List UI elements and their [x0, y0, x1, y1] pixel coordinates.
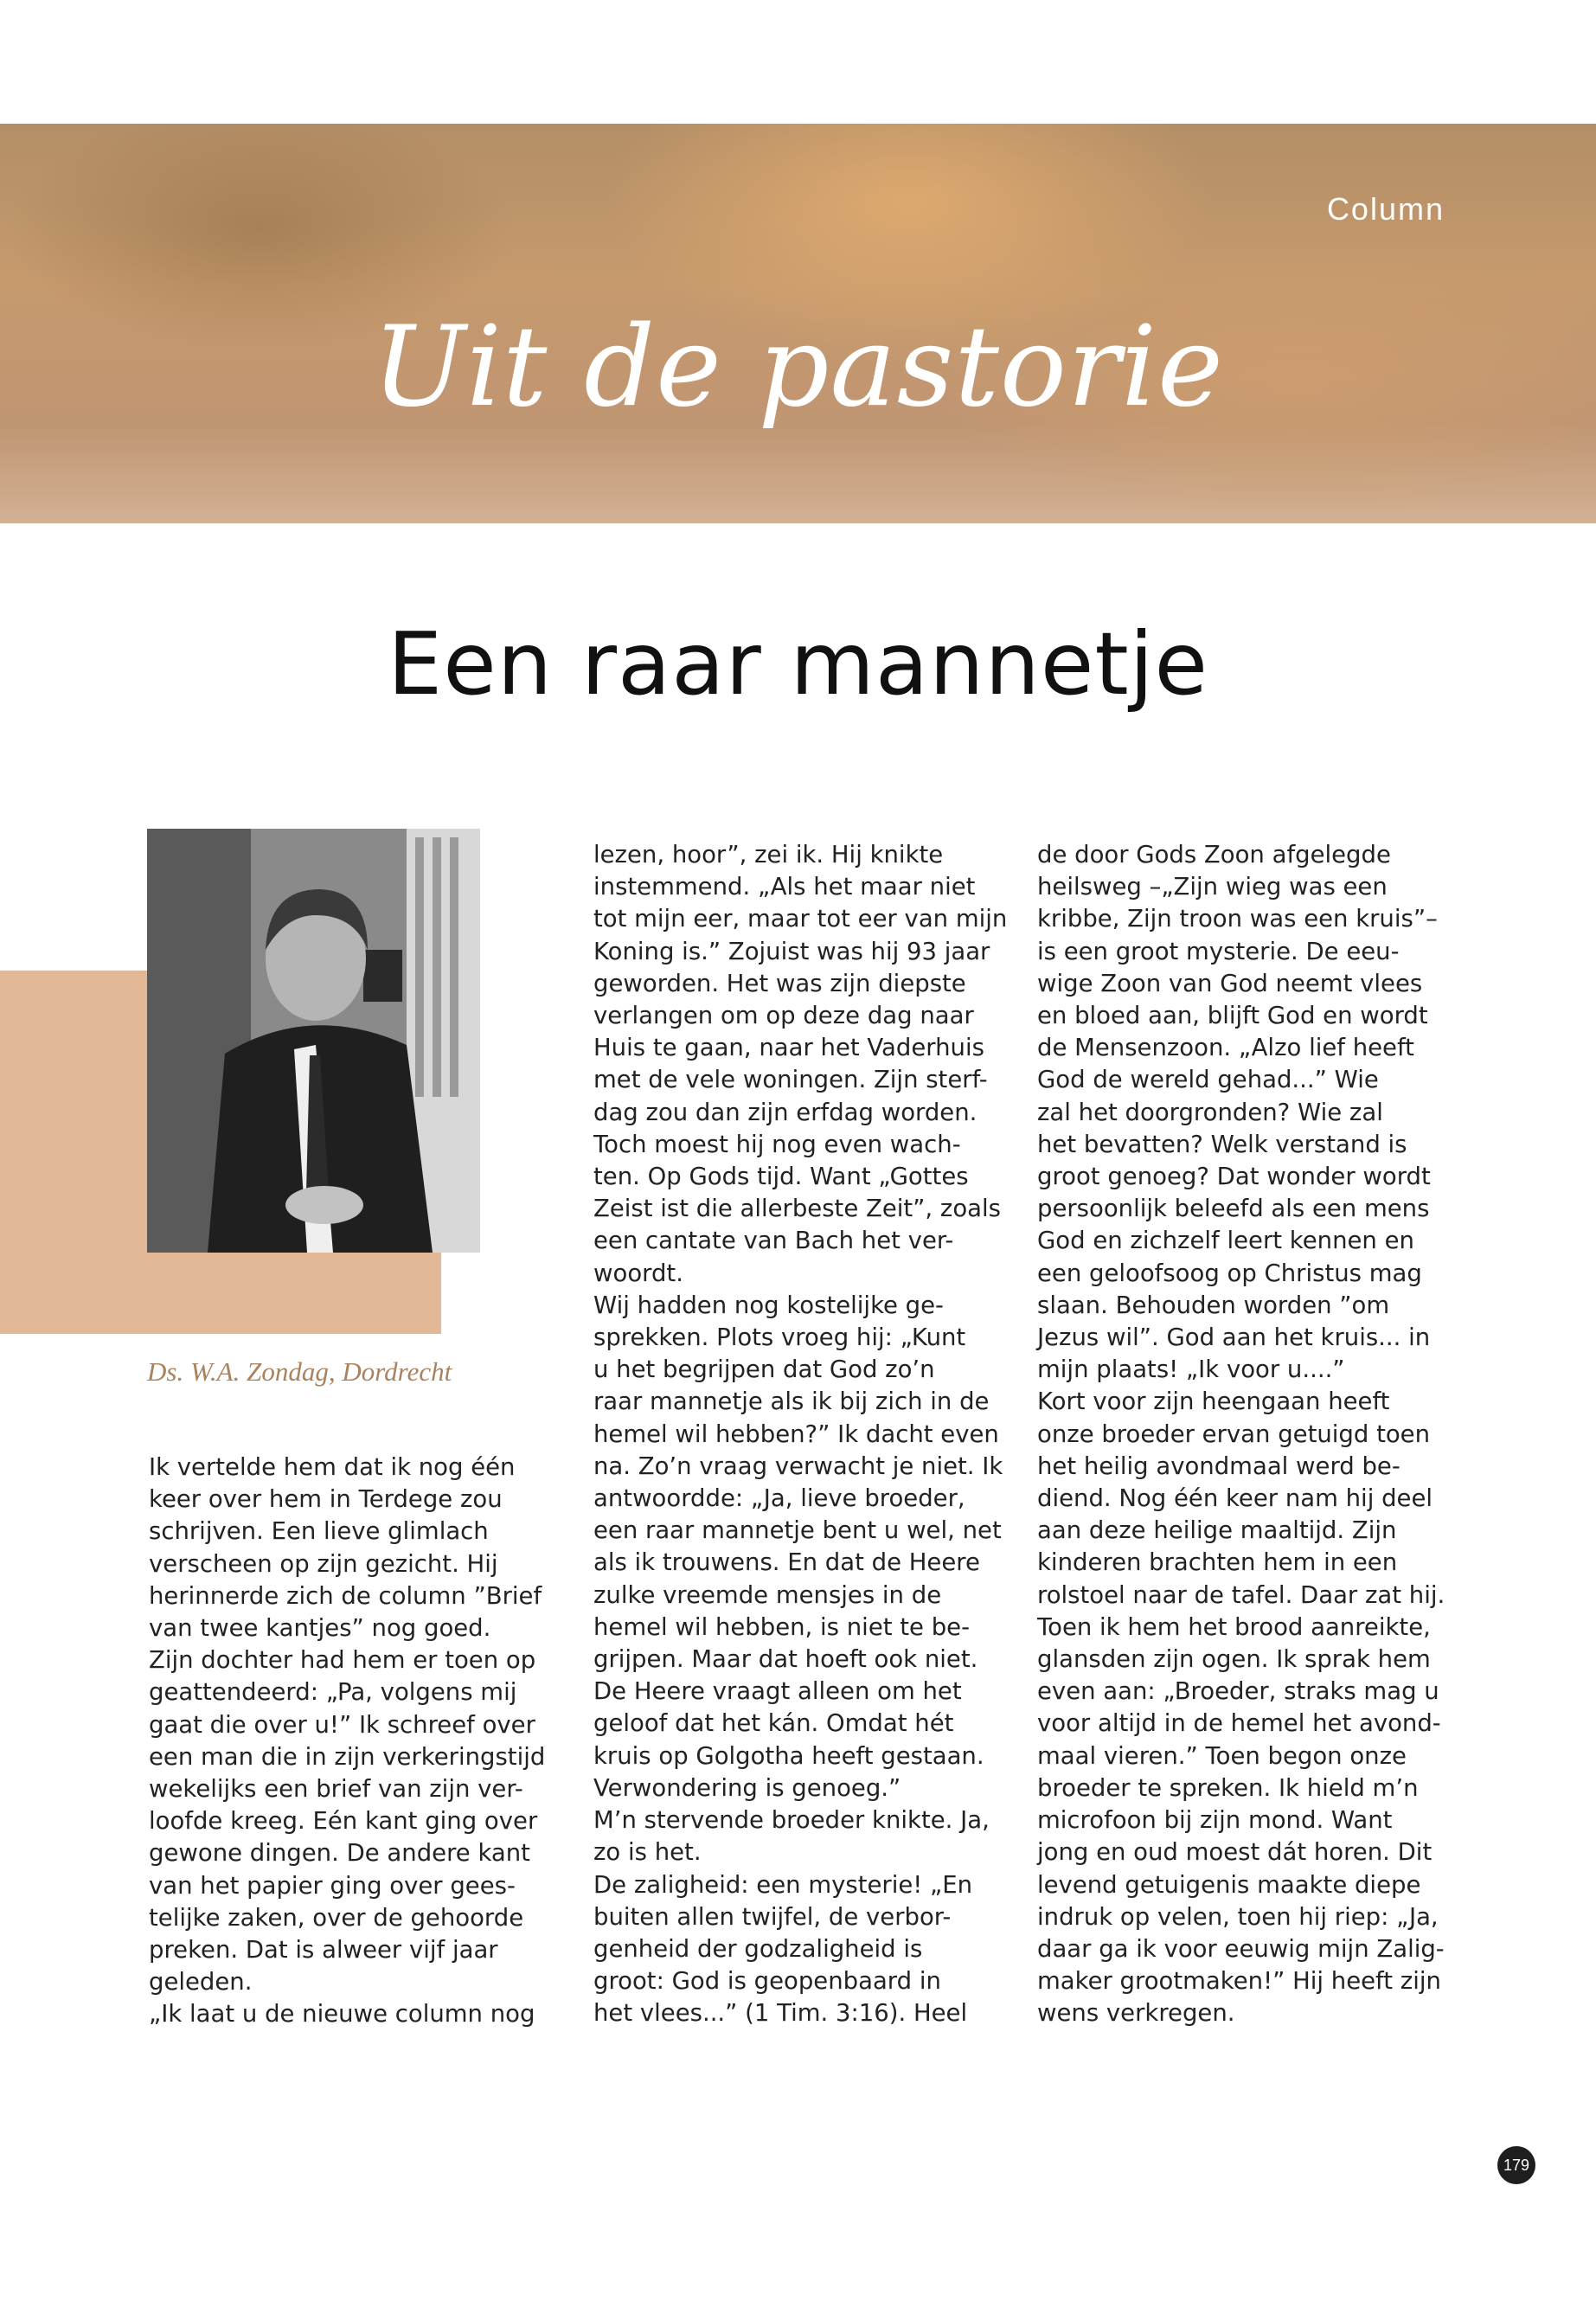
text-column-2 [593, 839, 1009, 2030]
author-photo [147, 829, 480, 1253]
text-column-3 [1037, 839, 1452, 2030]
body-paragraph: de door Gods Zoon afgelegde heilsweg –„Zijn wieg was een kribbe, Zijn troon was een kruis”– is een groot mysterie. De eeu- wige Zoon van God neemt vlees en bloed aan, blijft God en wordt de Mensenzoon. „Alzo lief heeft God de wereld gehad...” Wie zal het doorgronden? Wie zal het bevatten? Welk verstand is groot genoeg? Dat wonder wordt persoonlijk beleefd als een mens God en zichzelf leert kennen en een geloofsoog op Christus mag slaan. Behouden worden ”om Jezus wil”. God aan het kruis... in mijn plaats! „Ik voor u....” Kort voor zijn heengaan heeft onze broeder ervan getuigd toen het heilig avondmaal werd be- diend. Nog één keer nam hij deel aan deze heilige maaltijd. Zijn kinderen brachten hem in een rolstoel naar de tafel. Daar zat hij. Toen ik hem het brood aanreikte, glansden zijn ogen. Ik sprak hem even aan: „Broeder, straks mag u voor altijd in de hemel het avond- maal vieren.” Toen begon onze broeder te spreken. Ik hield m’n microfoon bij zijn mond. Want jong en oud moest dát horen. Dit levend getuigenis maakte diepe indruk op velen, toen hij riep: „Ja, daar ga ik voor eeuwig mijn Zalig- maker grootmaken!” Hij heeft zijn wens verkregen. [1037, 841, 1445, 2028]
text-column-1 [149, 1452, 564, 2031]
page-number: 179 [1497, 2146, 1535, 2184]
body-paragraph: Ik vertelde hem dat ik nog één keer over hem in Terdege zou schrijven. Een lieve glimlach verscheen op zijn gezicht. Hij herinnerde zich de column ”Brief van twee kantjes” nog goed. Zijn dochter had hem er toen op geattendeerd: „Pa, volgens mij gaat die over u!” Ik schreef over een man die in zijn verkeringstijd wekelijks een brief van zijn ver- loofde kreeg. Eén kant ging over gewone dingen. De andere kant van het papier ging over gees- telijke zaken, over de gehoorde preken. Dat is alweer vijf jaar geleden. „Ik laat u de nieuwe column nog [149, 1453, 546, 2029]
section-label: Column [1326, 191, 1445, 227]
portrait-photo-icon [147, 829, 480, 1253]
author-byline: Ds. W.A. Zondag, Dordrecht [147, 1356, 452, 1387]
article-title: Een raar mannetje [388, 613, 1208, 715]
column-title: Uit de pastorie [372, 303, 1224, 432]
body-paragraph: lezen, hoor”, zei ik. Hij knikte instemmend. „Als het maar niet tot mijn eer, maar tot eer van mijn Koning is.” Zojuist was hij 93 jaar geworden. Het was zijn diepste verlangen om op deze dag naar Huis te gaan, naar het Vaderhuis met de vele woningen. Zijn sterf- dag zou dan zijn erfdag worden. Toch moest hij nog even wach- ten. Op Gods tijd. Want „Gottes Zeist ist die allerbeste Zeit”, zoals een cantate van Bach het ver- woordt. Wij hadden nog kostelijke ge- sprekken. Plots vroeg hij: „Kunt u het begrijpen dat God zo’n raar mannetje als ik bij zich in de hemel wil hebben?” Ik dacht even na. Zo’n vraag verwacht je niet. Ik antwoordde: „Ja, lieve broeder, een raar mannetje bent u wel, net als ik trouwens. En dat de Heere zulke vreemde mensjes in de hemel wil hebben, is niet te be- grijpen. Maar dat hoeft ook niet. De Heere vraagt alleen om het geloof dat het kán. Omdat hét kruis op Golgotha heeft gestaan. Verwondering is genoeg.” M’n stervende broeder knikte. Ja, zo is het. De zaligheid: een mysterie! „En buiten allen twijfel, de verbor- genheid der godzaligheid is groot: God is geopenbaard in het vlees...” (1 Tim. 3:16). Heel [593, 841, 1008, 2028]
header-banner [0, 124, 1596, 523]
